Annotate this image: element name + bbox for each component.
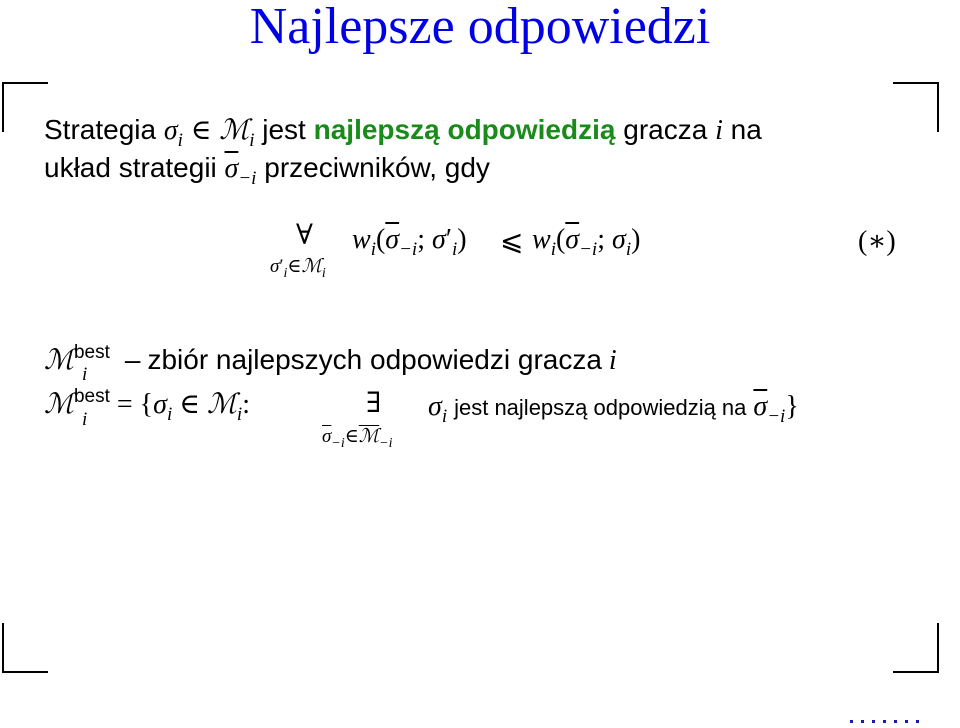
set-m-best-subscript: i: [82, 364, 88, 385]
frame-corner-bottom-right: [893, 623, 939, 673]
best-set-formula: ℳ$^{best}$ = {$\sigma_i$ ∈ ℳ$_i$:: [44, 386, 250, 425]
best-set-definition: ℳ$^{best}$ – zbiór najlepszych odpowiedzi gracza i: [44, 342, 617, 376]
definition-line-1: Strategia $\sigma_i$ ∈ ℳ$_i$ jest najlepszą odpowiedzią gracza i na: [44, 114, 762, 151]
best-set-condition: $\sigma_i$ jest najlepszą odpowiedzią na $\overline{\sigma}_{-i}$}: [428, 391, 799, 427]
set-m-best: ℳ$^{best}$: [44, 342, 110, 376]
forall-subscript: $\sigma'_i\in ℳ_i$: [270, 256, 326, 281]
formula-rhs: $w_i(\overline{\sigma}_{-i}$; $\sigma_i$): [532, 224, 641, 260]
beamer-navigation-symbols[interactable]: [850, 710, 950, 714]
slide-title: Najlepsze odpowiedzi: [249, 0, 711, 55]
exists-subscript: $\overline{\sigma}_{-i}\in ℳ_{-i}$: [322, 426, 393, 451]
frame-corner-top-left: [2, 82, 48, 132]
leq-symbol: ⩽: [500, 226, 524, 257]
set-m-i: ℳ$_i$: [219, 115, 255, 151]
sigma-bar-minus-i: $\overline{\sigma}_{-i}$: [224, 153, 257, 189]
exists-symbol: ∃: [366, 388, 382, 419]
frame-corner-bottom-left: [2, 623, 48, 673]
formula-lhs: $w_i(\overline{\sigma}_{-i}$; $\sigma'_i$): [352, 224, 467, 260]
formula-label: (∗): [858, 226, 896, 257]
forall-symbol: ∀: [296, 220, 313, 251]
emphasis-best-response: najlepszą odpowiedzią: [313, 114, 616, 145]
sigma-i: $\sigma_i$: [163, 115, 183, 151]
set-m-best-eq-subscript: i: [82, 409, 88, 430]
frame-corner-top-right: [893, 82, 939, 132]
definition-line-2: układ strategii $\overline{\sigma}_{-i}$ przeciwników, gdy: [44, 152, 490, 189]
